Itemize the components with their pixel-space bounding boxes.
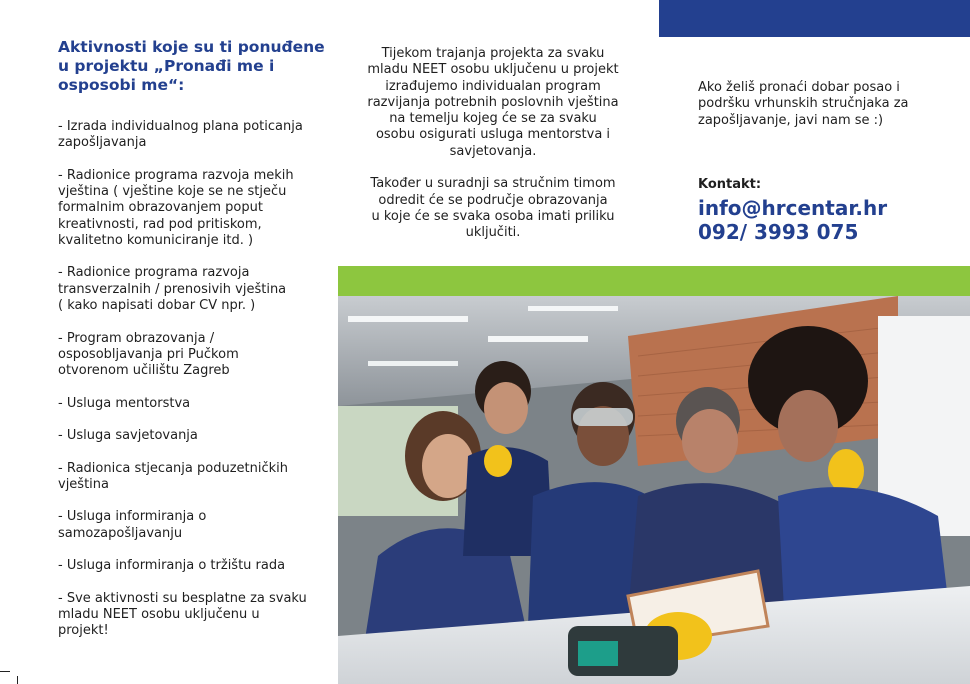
contact-email-link[interactable]: info@hrcentar.hr	[698, 196, 888, 220]
crop-mark	[17, 676, 18, 684]
list-item: - Izrada individualnog plana poticanja zapošljavanja	[58, 119, 303, 151]
list-item: - Usluga savjetovanja	[58, 428, 198, 444]
list-item: - Usluga informiranja o samozapošljavanju	[58, 509, 207, 541]
description-paragraph: Također u suradnji sa stručnim timom odredit će se područje obrazovanja u koje će se svaka osoba imati priliku uključiti.	[370, 176, 616, 241]
call-to-action-text: Ako želiš pronaći dobar posao i podršku vrhunskih stručnjaka za zapošljavanje, javi nam se :)	[698, 80, 909, 128]
contact-label: Kontakt:	[698, 177, 762, 192]
list-item: - Radionice programa razvoja transverzalnih / prenosivih vještina ( kako napisati dobar CV npr. )	[58, 265, 287, 314]
list-item: - Usluga informiranja o tržištu rada	[58, 558, 286, 574]
project-description	[358, 46, 628, 242]
list-item: - Sve aktivnosti su besplatne za svaku mladu NEET osobu uključenu u projekt!	[58, 590, 307, 639]
description-paragraph: Tijekom trajanja projekta za svaku mladu NEET osobu uključenu u projekt izrađujemo individualan program razvijanja potrebnih poslovnih vještina na temelju kojeg će se za svaku osobu osigurati usluga mentorstva i savjetovanja.	[367, 46, 619, 159]
contact-phone-link[interactable]: 092/ 3993 075	[698, 220, 859, 244]
crop-mark	[0, 671, 10, 672]
accent-color-bar	[338, 266, 970, 296]
activities-heading: Aktivnosti koje su ti ponuđene u projektu „Pronađi me i osposobi me“:	[58, 38, 325, 94]
list-item: - Radionica stjecanja poduzetničkih vještina	[58, 460, 288, 492]
list-item: - Usluga mentorstva	[58, 395, 191, 411]
workshop-team-photo	[338, 296, 970, 684]
header-color-bar	[659, 0, 970, 37]
list-item: - Radionice programa razvoja mekih vještina ( vještine koje se ne stječu formalnim obrazovanjem poput kreativnosti, rad pod pritiskom, kvalitetno komuniciranje itd. )	[58, 167, 294, 248]
activities-list	[58, 119, 333, 656]
list-item: - Program obrazovanja / osposobljavanja pri Pučkom otvorenom učilištu Zagreb	[58, 330, 239, 379]
